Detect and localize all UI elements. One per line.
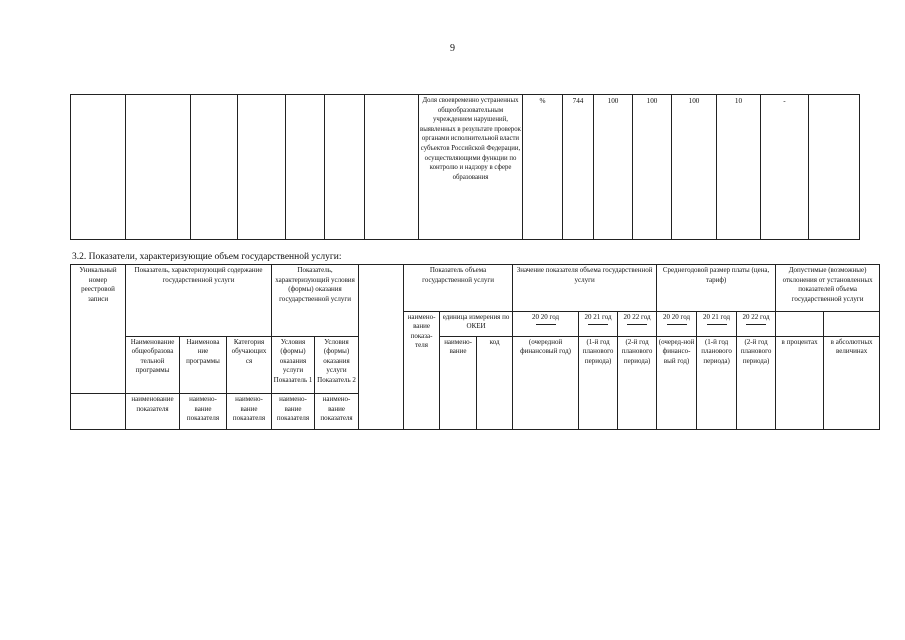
row-name-2-header: наимено-вание показателя <box>180 394 227 430</box>
okei-code-header: код <box>477 336 513 429</box>
fee-year-2-header: 20 21 год <box>697 311 737 336</box>
okei-name-header: наимено-вание <box>440 336 477 429</box>
period-second-header: (2-й год планового периода) <box>618 336 657 429</box>
indicator-name-cell: Доля своевременно устраненных общеобразовательным учреждением нарушений, выявленных в результате проверок органами исполнительной власти субъектов Российской Федерации, осуществляющими функции по контролю и надзору в сфере образования <box>419 95 523 240</box>
condition-1-header: Условия (формы) оказания услуги Показатель 1 <box>272 336 315 393</box>
content-indicator-header: Показатель, характеризующий содержание государственной услуги <box>126 265 272 337</box>
empty-cell <box>365 95 419 240</box>
row-name-4-header: наимено-вание показателя <box>272 394 315 430</box>
value-1-cell: 100 <box>594 95 633 240</box>
header-row-1 <box>71 265 880 312</box>
volume-value-header: Значение показателя объема государственной услуги <box>513 265 657 312</box>
section-heading: 3.2. Показатели, характеризующие объем государственной услуги: <box>72 252 342 262</box>
empty-cell <box>286 95 325 240</box>
student-category-header: Категория обучающих ся <box>227 336 272 393</box>
volume-indicator-header: Показатель объема государственной услуги <box>404 265 513 312</box>
empty-cell <box>71 95 126 240</box>
period-current-header: (очередной финансовый год) <box>513 336 579 429</box>
fee-year-3-header: 20 22 год <box>737 311 776 336</box>
value-2-cell: 100 <box>633 95 672 240</box>
year-1-header: 20 20 год <box>513 311 579 336</box>
avg-fee-header: Среднегодовой размер платы (цена, тариф) <box>657 265 776 312</box>
deviation-percent-cell: 10 <box>717 95 761 240</box>
deviation-percent-header: в процентах <box>776 336 824 429</box>
condition-2-header: Условия (формы) оказания услуги Показатель 2 <box>315 336 359 393</box>
fee-year-1-header: 20 20 год <box>657 311 697 336</box>
table-row <box>71 95 860 240</box>
deviation-absolute-header: в абсолютных величинах <box>824 336 880 429</box>
row-name-1-header: наименование показателя <box>126 394 180 430</box>
volume-name-header: наимено-вание показа-теля <box>404 311 440 429</box>
fee-period-current-header: (очеред-ной финансо-вый год) <box>657 336 697 429</box>
page-number: 9 <box>450 43 455 54</box>
program-type-header: Наименова ние программы <box>180 336 227 393</box>
value-3-cell: 100 <box>672 95 717 240</box>
fee-period-second-header: (2-й год планового периода) <box>737 336 776 429</box>
okei-code-cell: 744 <box>563 95 594 240</box>
empty-cell <box>824 311 880 336</box>
empty-cell <box>809 95 860 240</box>
empty-cell <box>776 311 824 336</box>
allowed-deviation-header: Допустимые (возможные) отклонения от установленных показателей объема государственной услуги <box>776 265 880 312</box>
conditions-indicator-header: Показатель, характеризующий условия (формы) оказания государственной услуги <box>272 265 359 337</box>
period-first-header: (1-й год планового периода) <box>579 336 618 429</box>
year-2-header: 20 21 год <box>579 311 618 336</box>
volume-indicators-table <box>70 264 880 430</box>
empty-cell <box>238 95 286 240</box>
empty-cell <box>191 95 238 240</box>
empty-cell <box>126 95 191 240</box>
row-name-5-header: наимено-вание показателя <box>315 394 359 430</box>
row-name-3-header: наимено-вание показателя <box>227 394 272 430</box>
okei-unit-header: единица измерения по ОКЕИ <box>440 311 513 336</box>
empty-cell <box>359 265 404 430</box>
registry-number-header: Уникальный номер реестровой записи <box>71 265 126 394</box>
program-name-header: Наименование общеобразова тельной программы <box>126 336 180 393</box>
quality-indicators-table-continuation <box>70 94 860 240</box>
empty-cell <box>71 394 126 430</box>
deviation-absolute-cell: - <box>761 95 809 240</box>
empty-cell <box>325 95 365 240</box>
fee-period-first-header: (1-й год планового периода) <box>697 336 737 429</box>
unit-cell: % <box>523 95 563 240</box>
year-3-header: 20 22 год <box>618 311 657 336</box>
